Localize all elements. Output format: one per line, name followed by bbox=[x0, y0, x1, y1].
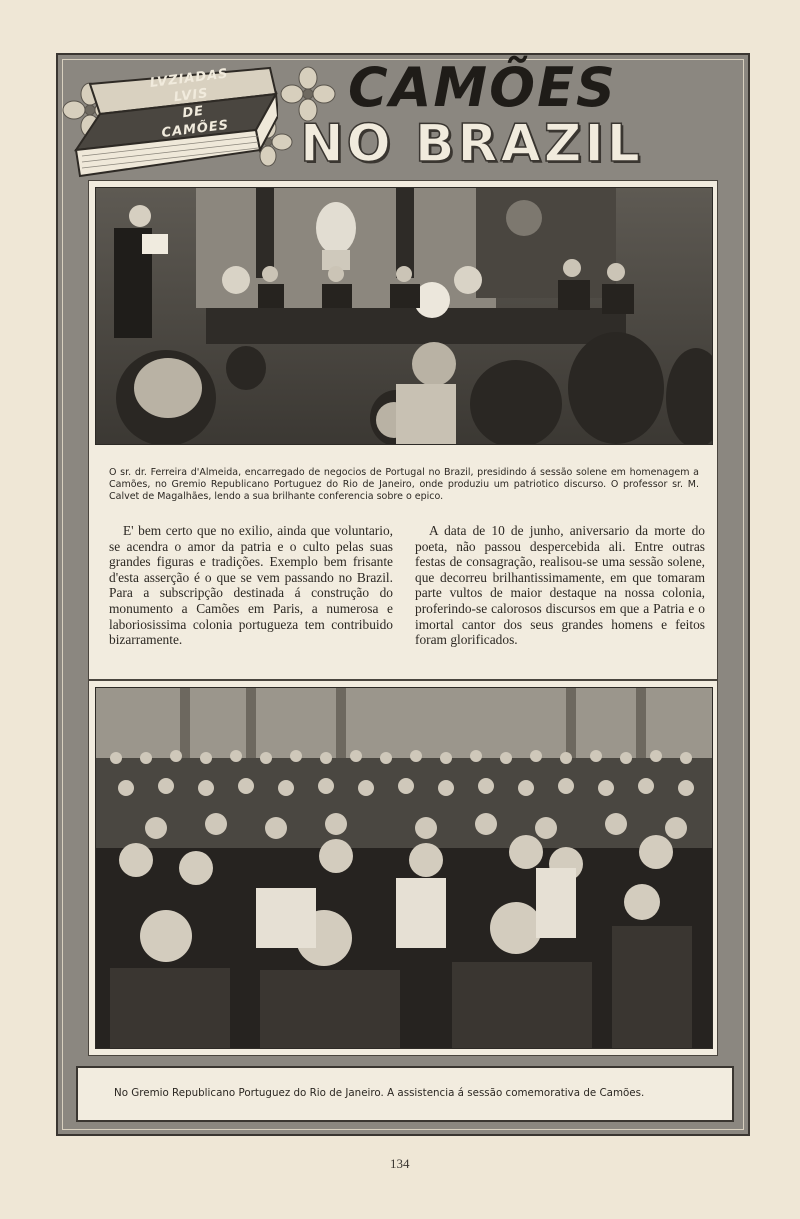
book-title-line: CAMÕES bbox=[160, 117, 230, 141]
book-title-line: DE bbox=[181, 103, 205, 122]
photo2-caption: No Gremio Republicano Portuguez do Rio de Janeiro. A assistencia á sessão comemorativa de Camões. bbox=[114, 1087, 645, 1099]
book-title-line: LVZIADAS bbox=[148, 66, 230, 91]
photo-audience bbox=[95, 687, 713, 1049]
bottom-panel bbox=[88, 680, 718, 1056]
audience-photo-illustration bbox=[96, 688, 713, 1049]
photo-solemn-session bbox=[95, 187, 713, 445]
solemn-session-photo-illustration bbox=[96, 188, 713, 445]
page-number: 134 bbox=[390, 1156, 410, 1171]
headline-no-brazil: NO BRAZIL bbox=[300, 114, 643, 174]
photo1-caption: O sr. dr. Ferreira d'Almeida, encarregado de negocios de Portugal no Brazil, presidindo á sessão solene em homenagem a Camões, no Gremio Republicano Portuguez do Rio de Janeiro, onde produziu um patriotico discurso. O professor sr. M. Calvet de Magalhães, lendo a sua brilhante conferencia sobre o epico. bbox=[109, 467, 699, 502]
article-left-column: E' bem certo que no exilio, ainda que voluntario, se acendra o amor da patria e o culto pelas suas grandes figuras e tradições. Exemplo bem frisante d'esta asserção é o que se vem passando no Brazil. Para a subscripção destinada á construção do monumento a Camões em Paris, a numerosa e laboriosissima colonia portugueza tem contribuido bizarramente. bbox=[109, 523, 393, 648]
book-title-line: LVIS bbox=[173, 86, 210, 106]
top-panel bbox=[88, 180, 718, 680]
headline-camoes: CAMÕES bbox=[348, 56, 617, 119]
article-right-column: A data de 10 de junho, aniversario da morte do poeta, não passou despercebida ali. Entre outras festas de consagração, realisou-se uma sessão solene, que decorreu brilhantissimamente, em que tomaram parte vultos de maior destaque na nossa colonia, proferindo-se calorosos discursos em que a Patria e o imortal cantor dos seus grandes homens e feitos foram glorificados. bbox=[415, 523, 705, 648]
photo2-caption-box bbox=[76, 1066, 734, 1122]
